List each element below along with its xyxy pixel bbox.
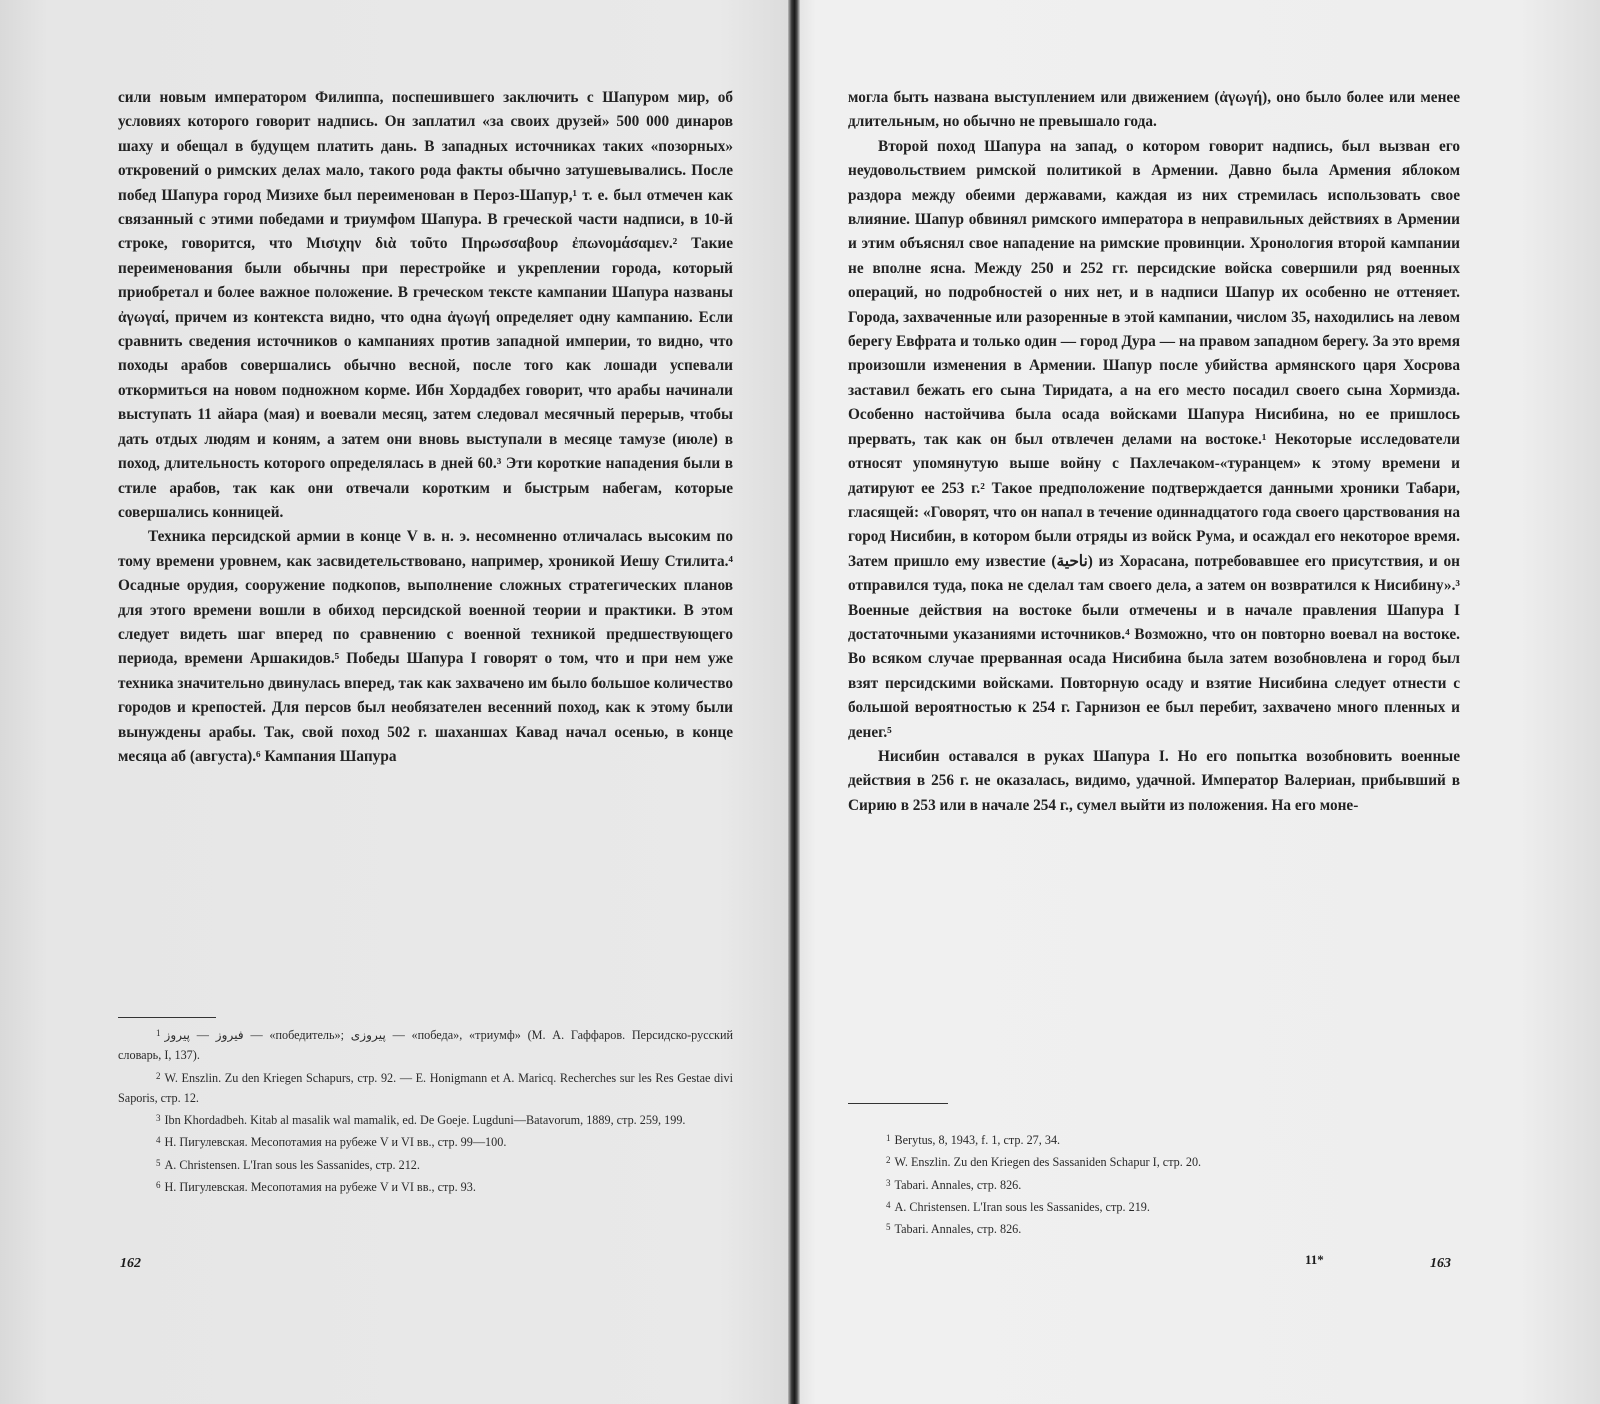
footnote-number: 4 <box>156 1135 161 1146</box>
right-paragraph-3: Нисибин оставался в руках Шапура I. Но его попытка возобновить военные действия в 256 г. не оказалась, видимо, удачной. Император Валериан, прибывший в Сирию в 253 или в начале 254 г., сумел выйти из положения. На его моне- <box>848 747 1460 814</box>
footnote-number: 3 <box>156 1113 161 1124</box>
footnote-number: 1 <box>886 1133 891 1143</box>
left-footnote-1 <box>118 1023 733 1066</box>
footnote-text: Н. Пигулевская. Месопотамия на рубеже V и VI вв., стр. 99—100. <box>164 1135 507 1150</box>
footnote-text: A. Christensen. L'Iran sous les Sassanides, стр. 212. <box>164 1157 420 1172</box>
right-page-body <box>848 86 1460 818</box>
footnote-number: 2 <box>886 1155 891 1166</box>
left-footnote-2 <box>118 1066 733 1109</box>
left-page-number: 162 <box>120 1256 141 1271</box>
footnote-number: 2 <box>156 1070 161 1081</box>
left-footnote-4 <box>118 1130 733 1152</box>
left-page-body <box>118 86 733 769</box>
right-footnote-4 <box>848 1195 1408 1217</box>
footnote-number: 1 <box>156 1028 161 1038</box>
footnote-number: 3 <box>886 1177 891 1188</box>
footnote-text: W. Enszlin. Zu den Kriegen des Sassaniden Schapur I, стр. 20. <box>894 1155 1202 1170</box>
right-footnotes <box>848 1128 1408 1239</box>
book-gutter <box>788 0 800 1404</box>
left-paragraph-1: сили новым императором Филиппа, поспешившего заключить с Шапуром мир, об условиях которого говорит надпись. Он заплатил «за своих друзей» 500 000 динаров шаху и обещал в будущем платить дань. В западных источниках таких «позорных» откровений о римских делах мало, такого рода факты обычно затушевывались. После побед Шапура город Мизихе был переименован в Пероз-Шапур,¹ т. е. был отмечен как связанный с этими победами и триумфом Шапура. В греческой части надписи, в 10-й строке, говорится, что Μισιχην διὰ τοῦτο Πηρωσσαβουρ ἐπωνομάσαμεν.² Такие переименования были обычны при перестройке и укреплении города, который приобретал и более важное положение. В греческом тексте кампании Шапура названы ἀγωγαί, причем из контекста видно, что одна ἀγωγή определяет одну кампанию. Если сравнить сведения источников о кампаниях против западной империи, то видно, что походы арабов совершались обычно весной, после того как лошади успевали откормиться на новом подножном корме. Ибн Хордадбех говорит, что арабы начинали выступать 11 айара (мая) и воевали месяц, затем следовал месячный перерыв, чтобы дать отдых людям и коням, а затем они вновь выступали в месяце тамузе (июле) в поход, длительность которого определялась в дней 60.³ Эти короткие нападения были в стиле арабов, так как они отвечали коротким и быстрым набегам, которые совершались конницей. <box>118 89 733 521</box>
footnote-text: Tabari. Annales, стр. 826. <box>894 1222 1022 1237</box>
footnote-text: Berytus, 8, 1943, f. 1, стр. 27, 34. <box>894 1133 1061 1147</box>
left-footnote-6 <box>118 1175 733 1197</box>
right-page <box>800 0 1600 1404</box>
footnote-text: A. Christensen. L'Iran sous les Sassanides, стр. 219. <box>894 1199 1150 1214</box>
left-footnote-5 <box>118 1153 733 1175</box>
left-paragraph-2: Техника персидской армии в конце V в. н. э. несомненно отличалась высоким по тому времени уровнем, как засвидетельствовано, например, хроникой Иешу Стилита.⁴ Осадные орудия, сооружение подкопов, выполнение сложных стратегических планов для этого времени вошли в обиход персидской военной теории и практики. В этом следует видеть шаг вперед по сравнению с военной техникой предшествующего периода, времени Аршакидов.⁵ Победы Шапура I говорят о том, что и при нем уже техника значительно двинулась вперед, так как захвачено им было большое количество городов и крепостей. Для персов был необязателен весенний поход, как к этому были вынуждены арабы. Так, свой поход 502 г. шаханшах Кавад начал осенью, в конце месяца аб (августа).⁶ Кампания Шапура <box>118 528 733 765</box>
footnote-number: 4 <box>886 1199 891 1210</box>
footnote-number: 5 <box>156 1157 161 1168</box>
left-footnotes <box>118 1023 733 1197</box>
right-page-number: 163 <box>1430 1256 1451 1271</box>
footnote-text: W. Enszlin. Zu den Kriegen Schapurs, стр. 92. — E. Honigmann et A. Maricq. Recherches sur les Res Gestae divi Saporis, стр. 12. <box>118 1070 733 1105</box>
signature-mark: 11* <box>1305 1252 1324 1267</box>
right-footnote-1 <box>848 1128 1408 1150</box>
right-paragraph-1: могла быть названа выступлением или движением (ἀγωγή), оно было более или менее длительным, но обычно не превышало года. <box>848 89 1460 131</box>
footnote-text: فیروز — پیروز — «победитель»; پیروزی — «победа», «триумф» (М. А. Гаффаров. Персидско-русский словарь, I, 137). <box>118 1028 733 1063</box>
left-footnote-3 <box>118 1108 733 1130</box>
right-footnote-rule <box>848 1103 948 1104</box>
right-footnote-2 <box>848 1150 1408 1172</box>
right-footnote-3 <box>848 1173 1408 1195</box>
footnote-number: 5 <box>886 1222 891 1233</box>
right-footnote-5 <box>848 1217 1408 1239</box>
footnote-number: 6 <box>156 1180 161 1191</box>
left-page <box>0 0 788 1404</box>
left-footnote-rule <box>118 1017 216 1018</box>
right-paragraph-2: Второй поход Шапура на запад, о котором говорит надпись, был вызван его неудовольствием римской политикой в Армении. Давно была Армения яблоком раздора между обеими державами, каждая из них стремилась использовать свое влияние. Шапур обвинял римского императора в неправильных действиях в Армении и этим объяснял свое нападение на римские провинции. Хронология второй кампании не вполне ясна. Между 250 и 252 гг. персидские войска совершили ряд военных операций, но подробностей о них нет, и в надписи Шапур их особенно не оттеняет. Города, захваченные или разоренные в этой кампании, числом 35, находились на левом берегу Евфрата и только один — город Дура — на правом западном берегу. За это время произошли изменения в Армении. Шапур после убийства армянского царя Хосрова заставил бежать его сына Тиридата, а на его место посадил своего сына Хормизда. Особенно настойчива была осада войсками Шапура Нисибина, но ее пришлось прервать, так как он был отвлечен делами на востоке.¹ Некоторые исследователи относят упомянутую выше войну с Пахлечаком-«туранцем» к этому времени и датируют ее 253 г.² Такое предположение подтверждается данными хроники Табари, гласящей: «Говорят, что он напал в течение одиннадцатого года своего царствования на город Нисибин, в котором были отряды из войск Рума, и осаждал его некоторое время. Затем пришло ему известие (ناحية) из Хорасана, потребовавшее его присутствия, и он отправился туда, пока не сделал там своего дела, а затем он возвратился к Нисибину».³ Военные действия на востоке были отмечены и в начале правления Шапура I достаточными указаниями источников.⁴ Возможно, что он повторно воевал на востоке. Во всяком случае прерванная осада Нисибина была затем возобновлена и город был взят персидскими войсками. Повторную осаду и взятие Нисибина следует отнести с большой вероятностью к 254 г. Гарнизон ее был перебит, захвачено много пленных и денег.⁵ <box>848 137 1460 741</box>
footnote-text: Tabari. Annales, стр. 826. <box>894 1177 1022 1192</box>
footnote-text: Н. Пигулевская. Месопотамия на рубеже V и VI вв., стр. 93. <box>164 1180 476 1195</box>
footnote-text: Ibn Khordadbeh. Kitab al masalik wal mamalik, ed. De Goeje. Lugduni—Batavorum, 1889, стр. 259, 199. <box>164 1113 686 1128</box>
